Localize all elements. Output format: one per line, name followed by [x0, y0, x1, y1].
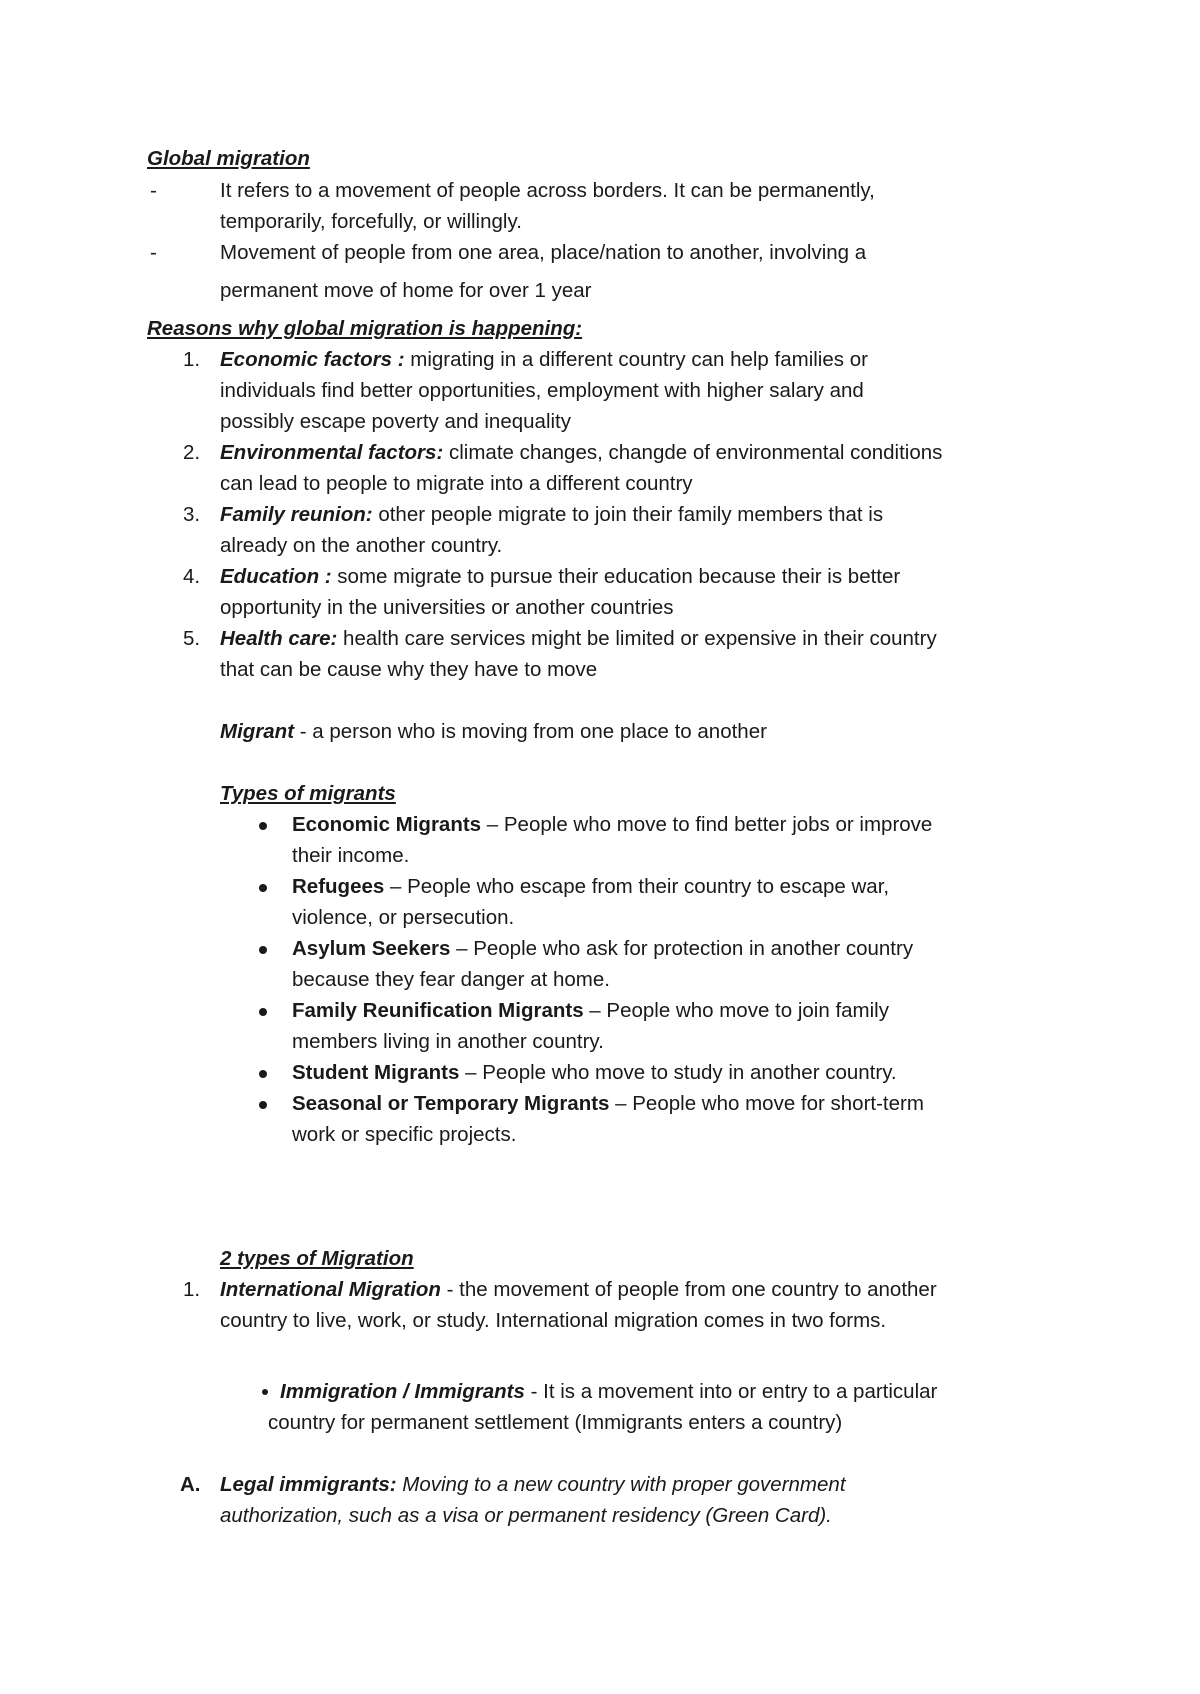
reason-education-cont: opportunity in the universities or another countries — [220, 596, 674, 619]
international-migration-cont: country to live, work, or study. International migration comes in two forms. — [220, 1309, 887, 1332]
list-letter: A. — [180, 1473, 201, 1496]
type-seasonal — [292, 1088, 924, 1119]
section-heading-two-types: 2 types of Migration — [220, 1247, 414, 1270]
type-family-cont: members living in another country. — [292, 1030, 604, 1053]
legal-immigrants — [220, 1469, 846, 1500]
reason-text: migrating in a different country can help families or — [404, 348, 868, 371]
reason-environmental — [220, 437, 942, 468]
international-text: - the movement of people from one country to another — [440, 1278, 937, 1301]
reason-term: Environmental factors: — [220, 441, 444, 464]
reason-text: climate changes, changde of environmental conditions — [443, 441, 943, 464]
list-number: 4. — [183, 565, 201, 588]
type-student — [292, 1057, 897, 1088]
bullet-dot-icon — [259, 1070, 267, 1078]
reason-health — [220, 623, 937, 654]
legal-immigrants-cont: authorization, such as a visa or permanent residency (Green Card). — [220, 1504, 832, 1527]
migrant-definition — [220, 716, 767, 747]
migrant-text: - a person who is moving from one place to another — [294, 720, 767, 743]
type-refugees-cont: violence, or persecution. — [292, 906, 515, 929]
reason-text: health care services might be limited or expensive in their country — [337, 627, 937, 650]
international-migration — [220, 1274, 937, 1305]
reason-economic-cont-2: possibly escape poverty and inequality — [220, 410, 571, 433]
reason-environmental-cont: can lead to people to migrate into a different country — [220, 472, 693, 495]
type-term: Asylum Seekers — [292, 937, 451, 960]
bullet-dot-icon — [259, 1101, 267, 1109]
immigration-term: Immigration / Immigrants — [280, 1380, 525, 1403]
type-economic — [292, 809, 932, 840]
section-heading-global-migration: Global migration — [147, 147, 310, 170]
immigration-text: - It is a movement into or entry to a particular — [524, 1380, 938, 1403]
list-number: 1. — [183, 348, 201, 371]
reason-health-cont: that can be cause why they have to move — [220, 658, 598, 681]
reason-family — [220, 499, 883, 530]
global-bullet-2-line-1: Movement of people from one area, place/nation to another, involving a — [220, 241, 867, 264]
immigration-item-cont: country for permanent settlement (Immigrants enters a country) — [268, 1411, 843, 1434]
type-text: – People who move to study in another country. — [459, 1061, 897, 1084]
type-term: Refugees — [292, 875, 385, 898]
type-text: – People who ask for protection in another country — [450, 937, 914, 960]
type-term: Economic Migrants — [292, 813, 482, 836]
reason-education — [220, 561, 900, 592]
type-text: – People who move to find better jobs or improve — [481, 813, 933, 836]
global-bullet-2-line-2: permanent move of home for over 1 year — [220, 279, 592, 302]
type-asylum — [292, 933, 913, 964]
section-heading-reasons: Reasons why global migration is happening: — [147, 317, 583, 340]
type-term: Seasonal or Temporary Migrants — [292, 1092, 610, 1115]
reason-term: Family reunion: — [220, 503, 373, 526]
dash-marker: - — [150, 241, 157, 264]
global-bullet-1-line-2: temporarily, forcefully, or willingly. — [220, 210, 522, 233]
reason-economic-cont-1: individuals find better opportunities, employment with higher salary and — [220, 379, 864, 402]
reason-term: Economic factors : — [220, 348, 405, 371]
section-heading-types: Types of migrants — [220, 782, 396, 805]
type-text: – People who move to join family — [583, 999, 889, 1022]
international-term: International Migration — [220, 1278, 441, 1301]
bullet-dot-icon — [259, 822, 267, 830]
list-number: 1. — [183, 1278, 201, 1301]
list-number: 2. — [183, 441, 201, 464]
bullet-dot-icon — [262, 1389, 268, 1395]
global-bullet-1-line-1: It refers to a movement of people across borders. It can be permanently, — [220, 179, 875, 202]
type-text: – People who move for short-term — [609, 1092, 924, 1115]
bullet-dot-icon — [259, 946, 267, 954]
type-text: – People who escape from their country to escape war, — [384, 875, 890, 898]
type-seasonal-cont: work or specific projects. — [292, 1123, 517, 1146]
bullet-dot-icon — [259, 1008, 267, 1016]
reason-text: some migrate to pursue their education because their is better — [331, 565, 901, 588]
bullet-dot-icon — [259, 884, 267, 892]
reason-term: Education : — [220, 565, 332, 588]
list-number: 5. — [183, 627, 201, 650]
legal-term: Legal immigrants: — [220, 1473, 397, 1496]
migrant-term: Migrant — [220, 720, 295, 743]
dash-marker: - — [150, 179, 157, 202]
immigration-item — [280, 1376, 937, 1407]
type-economic-cont: their income. — [292, 844, 410, 867]
type-term: Student Migrants — [292, 1061, 460, 1084]
reason-family-cont: already on the another country. — [220, 534, 503, 557]
type-family — [292, 995, 889, 1026]
reason-term: Health care: — [220, 627, 338, 650]
type-term: Family Reunification Migrants — [292, 999, 584, 1022]
reason-economic — [220, 344, 868, 375]
legal-text: Moving to a new country with proper government — [396, 1473, 846, 1496]
type-asylum-cont: because they fear danger at home. — [292, 968, 610, 991]
type-refugees — [292, 871, 889, 902]
list-number: 3. — [183, 503, 201, 526]
reason-text: other people migrate to join their family members that is — [372, 503, 884, 526]
